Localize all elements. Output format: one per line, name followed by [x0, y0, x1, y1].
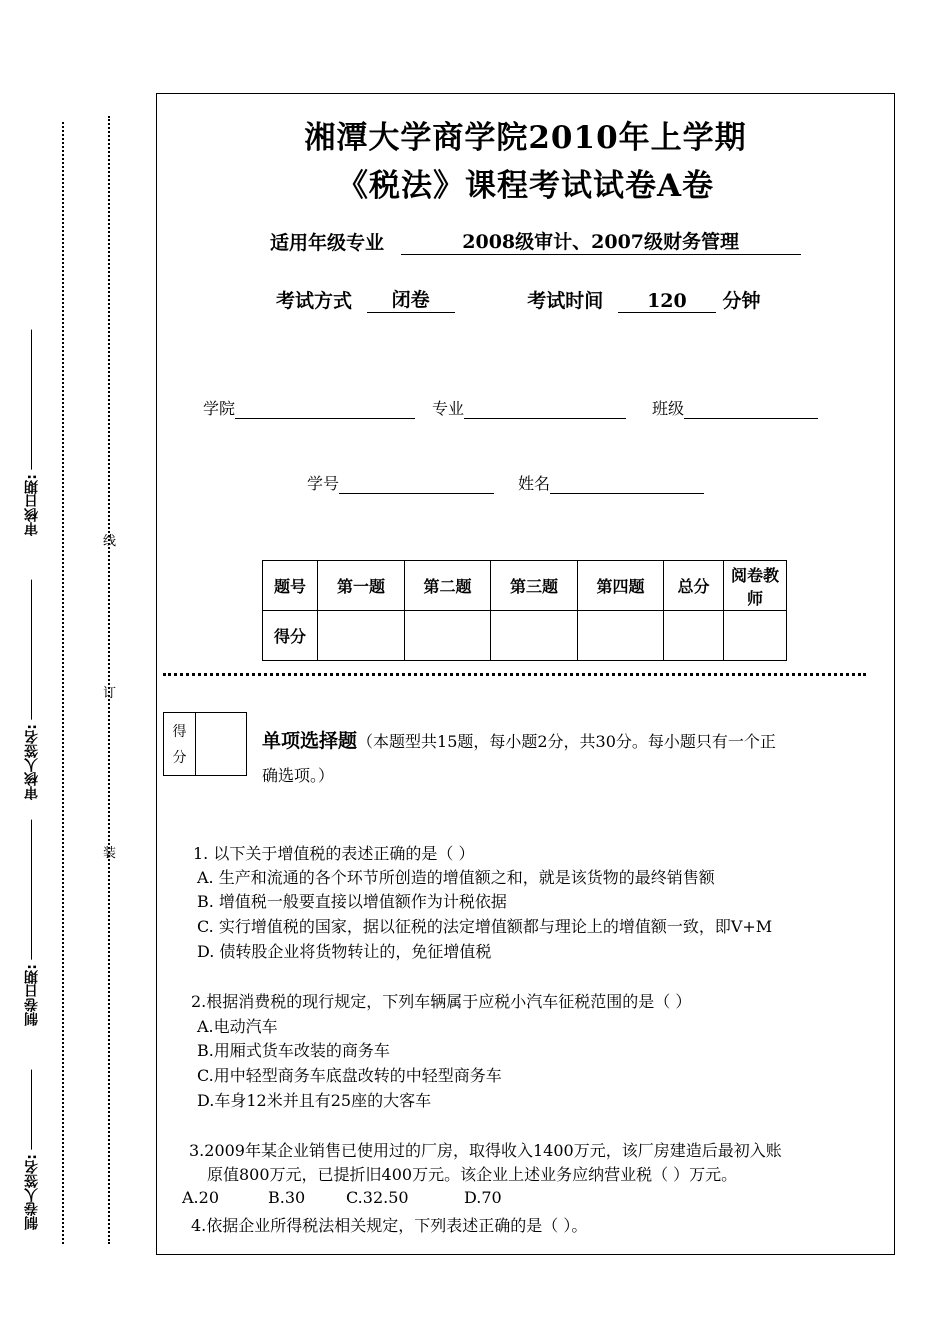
- question-1: 1. 以下关于增值税的表述正确的是（ ）: [193, 844, 475, 863]
- score-input-cell[interactable]: [491, 611, 578, 661]
- question-3-option-b: B.30: [268, 1188, 306, 1207]
- prepare-date-label: 制卷日期:: [12, 820, 52, 1026]
- class-field: 班级: [652, 396, 818, 419]
- binding-char-bind: 订: [103, 686, 117, 701]
- score-input-cell[interactable]: [318, 611, 405, 661]
- preparer-signature-label: 制卷人签名:: [12, 1070, 52, 1230]
- section-desc-line2: 确选项。）: [262, 766, 335, 785]
- score-table-cell: 第二题: [405, 561, 491, 611]
- class-input-line[interactable]: [684, 400, 818, 419]
- score-table-cell: 第一题: [318, 561, 405, 611]
- score-table-header-row: [263, 561, 787, 611]
- score-input-cell[interactable]: [578, 611, 664, 661]
- question-2: 2.根据消费税的现行规定，下列车辆属于应税小汽车征税范围的是（ ）: [191, 992, 692, 1011]
- question-1-option-c: C. 实行增值税的国家，据以征税的法定增值额都与理论上的增值额一致，即V+M: [197, 917, 773, 936]
- grade-major-label: 适用年级专业: [270, 232, 385, 254]
- binding-char-line: 线: [103, 534, 117, 549]
- exam-title-line2: 《税法》课程考试试卷A卷: [336, 168, 715, 204]
- question-1-option-d: D. 债转股企业将货物转让的，免征增值税: [197, 942, 492, 961]
- score-table-cell: 总分: [664, 561, 724, 611]
- score-table: [262, 560, 787, 661]
- binding-dotted-line-right: [108, 116, 110, 1244]
- reviewer-signature-label: 审核人签名:: [12, 580, 52, 800]
- college-input-line[interactable]: [235, 400, 415, 419]
- section-desc-line1: （本题型共15题，每小题2分，共30分。每小题只有一个正: [357, 732, 776, 751]
- exam-mode-row: [276, 285, 761, 313]
- exam-mode-value: 闭卷: [367, 285, 455, 313]
- question-3-option-c: C.32.50: [346, 1188, 409, 1207]
- score-table-cell: 阅卷教师: [724, 561, 787, 611]
- question-2-option-d: D.车身12米并且有25座的大客车: [197, 1091, 432, 1110]
- college-field: 学院: [203, 396, 415, 419]
- review-date-label: 审核日期:: [12, 330, 52, 536]
- question-2-option-b: B.用厢式货车改装的商务车: [197, 1041, 390, 1060]
- score-table-score-row: [263, 611, 787, 661]
- exam-time-value: 120: [618, 290, 716, 313]
- exam-time-unit: 分钟: [722, 290, 761, 312]
- question-1-option-a: A. 生产和流通的各个环节所创造的增值额之和，就是该货物的最终销售额: [197, 868, 715, 887]
- section-score-label: 得 分: [164, 713, 196, 775]
- question-3-continued: 原值800万元，已提折旧400万元。该企业上述业务应纳营业税（ ）万元。: [207, 1165, 738, 1184]
- exam-time-label: 考试时间: [527, 290, 604, 312]
- name-field: 姓名: [518, 471, 704, 494]
- section-title: 单项选择题: [262, 730, 358, 752]
- question-3-option-a: A.20: [182, 1188, 219, 1207]
- dotted-separator: [163, 673, 866, 676]
- grade-major-row: [270, 227, 801, 255]
- score-input-cell[interactable]: [724, 611, 787, 661]
- binding-dotted-line-left: [62, 122, 64, 1244]
- student-id-input-line[interactable]: [339, 475, 494, 494]
- question-4: 4.依据企业所得税法相关规定，下列表述正确的是（ ）。: [191, 1216, 588, 1235]
- exam-title-line1: 湘潭大学商学院2010年上学期: [304, 120, 747, 156]
- grade-major-value: 2008级审计、2007级财务管理: [401, 227, 801, 255]
- score-table-cell: 第四题: [578, 561, 664, 611]
- question-1-option-b: B. 增值税一般要直接以增值额作为计税依据: [197, 892, 507, 911]
- question-2-option-a: A.电动汽车: [197, 1017, 278, 1036]
- major-input-line[interactable]: [464, 400, 626, 419]
- exam-mode-label: 考试方式: [276, 290, 353, 312]
- binding-char-install: 装: [103, 846, 117, 861]
- score-table-cell: 第三题: [491, 561, 578, 611]
- score-input-cell[interactable]: [664, 611, 724, 661]
- major-field: 专业: [432, 396, 626, 419]
- score-table-cell: 得分: [263, 611, 318, 661]
- score-input-cell[interactable]: [405, 611, 491, 661]
- question-3: 3.2009年某企业销售已使用过的厂房，取得收入1400万元，该厂房建造后最初入账: [189, 1141, 782, 1160]
- score-table-cell: 题号: [263, 561, 318, 611]
- section-heading: [262, 724, 892, 793]
- section-score-box: [163, 712, 247, 776]
- question-2-option-c: C.用中轻型商务车底盘改转的中轻型商务车: [197, 1066, 502, 1085]
- student-id-field: 学号: [307, 471, 494, 494]
- name-input-line[interactable]: [550, 475, 704, 494]
- question-3-option-d: D.70: [464, 1188, 502, 1207]
